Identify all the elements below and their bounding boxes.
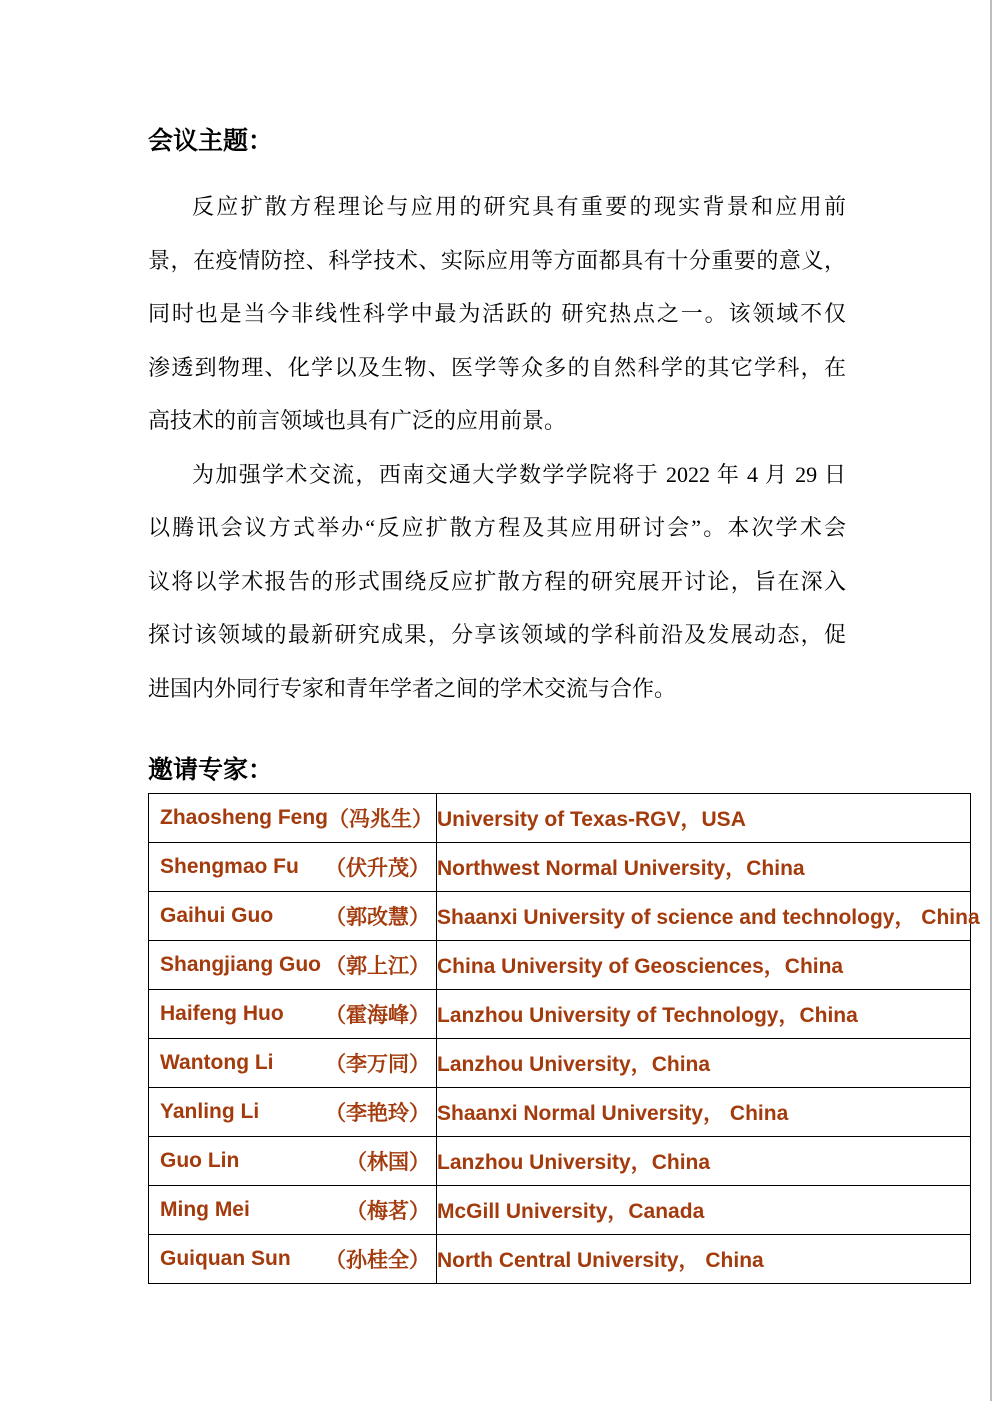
expert-name-cell xyxy=(149,1097,436,1127)
expert-affiliation: Northwest Normal University，China xyxy=(437,843,971,892)
expert-name-cell xyxy=(149,999,436,1029)
expert-name-cell xyxy=(149,901,436,931)
expert-name-en: Shangjiang Guo xyxy=(160,953,321,976)
expert-name-zh: （伏升茂） xyxy=(325,857,430,880)
expert-name-cell xyxy=(149,1048,436,1078)
expert-affiliation: Lanzhou University，China xyxy=(437,1137,971,1186)
expert-name-zh: （梅茗） xyxy=(346,1200,430,1223)
expert-row xyxy=(149,892,971,941)
experts-table xyxy=(148,793,980,1284)
expert-name-cell xyxy=(149,852,436,882)
expert-name-cell xyxy=(149,1195,436,1225)
expert-name-cell xyxy=(149,1244,436,1274)
paragraph-line: 渗透到物理、化学以及生物、医学等众多的自然科学的其它学科，在 xyxy=(148,354,846,380)
paragraph-line: 反应扩散方程理论与应用的研究具有重要的现实背景和应用前 xyxy=(192,194,846,219)
paragraph-line: 探讨该领域的最新研究成果，分享该领域的学科前沿及发展动态，促 xyxy=(148,622,846,647)
expert-affiliation: Shaanxi Normal University， China xyxy=(437,1088,971,1137)
expert-name-cell xyxy=(149,950,436,980)
expert-affiliation: Lanzhou University of Technology，China xyxy=(437,990,971,1039)
expert-name-zh: （霍海峰） xyxy=(325,1004,430,1027)
expert-affiliation: China University of Geosciences，China xyxy=(437,941,971,990)
expert-row xyxy=(149,1186,971,1235)
expert-name-en: Ming Mei xyxy=(160,1198,250,1221)
expert-name-en: Zhaosheng Feng xyxy=(160,806,328,829)
expert-row xyxy=(149,1088,971,1137)
paragraph-line: 以腾讯会议方式举办“反应扩散方程及其应用研讨会”。本次学术会 xyxy=(148,515,846,540)
paragraph-line: 为加强学术交流，西南交通大学数学学院将于 2022 年 4 月 29 日 xyxy=(192,461,846,487)
expert-name-zh: （李艳玲） xyxy=(325,1102,430,1125)
expert-name-zh: （李万同） xyxy=(325,1053,430,1076)
expert-name-en: Shengmao Fu xyxy=(160,855,299,878)
expert-name-zh: （郭改慧） xyxy=(325,906,430,929)
expert-affiliation: Shaanxi University of science and technology， China xyxy=(437,892,971,941)
expert-name-en: Haifeng Huo xyxy=(160,1002,284,1025)
page-right-edge xyxy=(990,0,992,1401)
theme-section-heading: 会议主题： xyxy=(148,126,274,155)
expert-affiliation: Lanzhou University，China xyxy=(437,1039,971,1088)
expert-name-zh: （孙桂全） xyxy=(325,1249,430,1272)
expert-name-cell xyxy=(149,803,436,833)
expert-name-en: Guo Lin xyxy=(160,1149,240,1172)
expert-name-en: Wantong Li xyxy=(160,1051,274,1074)
expert-row xyxy=(149,843,971,892)
expert-row xyxy=(149,1137,971,1186)
paragraph-line: 景，在疫情防控、科学技术、实际应用等方面都具有十分重要的意义， xyxy=(148,247,846,273)
expert-name-cell xyxy=(149,1146,436,1176)
expert-name-en: Guiquan Sun xyxy=(160,1247,291,1270)
experts-section-heading: 邀请专家： xyxy=(148,755,274,784)
expert-row xyxy=(149,941,971,990)
expert-name-zh: （林国） xyxy=(346,1151,430,1174)
expert-affiliation: McGill University，Canada xyxy=(437,1186,971,1235)
expert-affiliation: University of Texas-RGV，USA xyxy=(437,794,971,843)
expert-row xyxy=(149,990,971,1039)
paragraph-line: 议将以学术报告的形式围绕反应扩散方程的研究展开讨论，旨在深入 xyxy=(148,568,846,594)
expert-row xyxy=(149,1235,971,1284)
expert-name-zh: （冯兆生） xyxy=(328,808,433,831)
paragraph-line: 进国内外同行专家和青年学者之间的学术交流与合作。 xyxy=(148,675,677,701)
paragraph-line: 同时也是当今非线性科学中最为活跃的 研究热点之一。该领域不仅 xyxy=(148,301,846,326)
expert-affiliation: North Central University， China xyxy=(437,1235,971,1284)
expert-row xyxy=(149,1039,971,1088)
paragraph-line: 高技术的前言领域也具有广泛的应用前景。 xyxy=(148,408,567,433)
expert-row xyxy=(149,794,971,843)
expert-name-zh: （郭上江） xyxy=(325,955,430,978)
expert-name-en: Gaihui Guo xyxy=(160,904,274,927)
expert-name-en: Yanling Li xyxy=(160,1100,260,1123)
theme-paragraphs xyxy=(148,180,846,715)
